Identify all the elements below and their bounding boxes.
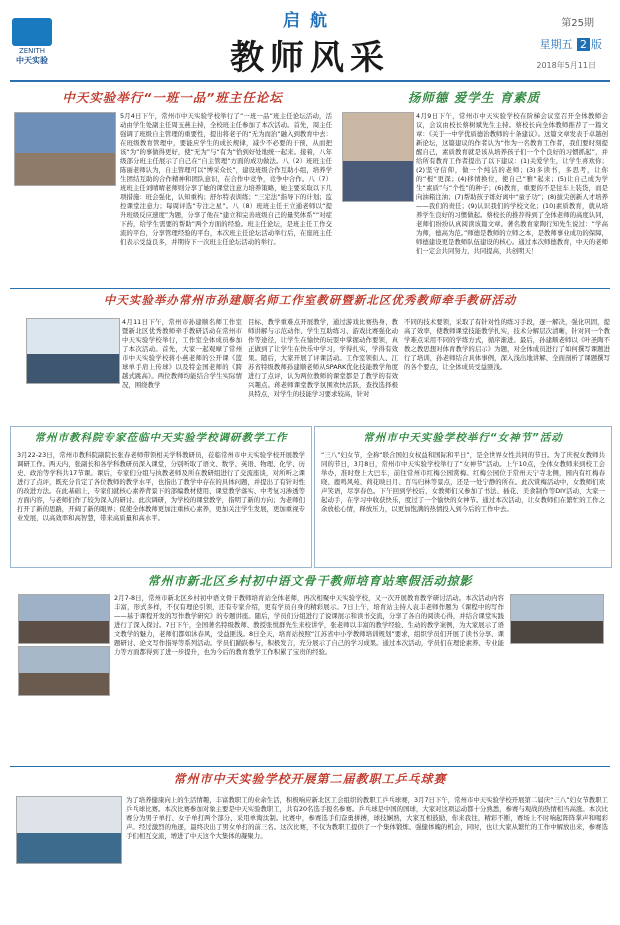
page-title: 教师风采 (230, 38, 390, 78)
logo-cn: 中天实验 (16, 56, 48, 65)
edition-number: 2 (577, 38, 590, 51)
article-body: 5月4日下午，常州市中天实验学校举行了“一班一品”班主任论坛活动，活动由学生处副主任周玉燕主持，全校班主任参加了本次活动。首先，周主任强调了班级自主管理的重要性，提出将老子的“无为而治”融入到教育中去：在班级教育管理中，要能应学生的成长规律，减少不必要的干预，从而把该“为”的事做得更好，使“无为”与“有为”恰到好处地统一起来。接着，八年级部分班主任展示了自己在“自主管理”方面的成功做法。八（2）班班主任陈丽老师认为，自主管理可以“博采众长”，建设班级合作互助小组，培养学生团结互助的合作精神和团队意识，在合作中竞争，竞争中合作。八（7）班班主任刘晴晴老师则分享了她的课堂注意力培养策略，她主要采取以下几项措施：班会强化，认知重构；舒尔特表训练；“三定法”指导下的计划；监控课堂注意力；每周评选“专注之星”。八（8）班班主任王立通老师以“提升班级反应速度”为题，分享了他在“建立和完善班级自己的量奖体系”“对症下药，给学生需要的帮助”两个方面的经验。班主任论坛，是班主任工作交流的平台，分享管理经验的平台，本次班主任论坛活动举行后，在座班主任们表示受益良多，并期待下一次班主任论坛活动的举行。 (120, 112, 332, 246)
article-table-tennis (10, 770, 610, 920)
forum-photo (14, 112, 116, 186)
article-body: 3月22-23日，常州市教科院副院长张春老师带领相关学科教研员，莅临常州市中天实验学校开展教学调研工作。两天内，张副长和各学科教研员深入课堂，分别听取了语文、数学、英语、物理、化学、历史、政治等学科共17节课。课后，专家们分组与执教老师及所在教研组进行了交流座谈，对所听之课进行了点评，既充分肯定了各位教师的教学水平，也指出了教学中存在的具体问题，并提出了有针对性的改进方法。在此基础上，专家们就核心素养背景下的部编教材使用、课堂教学落实、中考复习渗透等方面内容，与老师们作了较为深入的研讨。此次调研，为学校的课堂教学，指明了新的方向；为老师们打开了新的思路，开阔了新的眼界；促使全体教师更加注重核心素养，更加关注学生发展，更加重视专业发展，以高效率和高智慧，带来高质量和高水平。 (17, 451, 305, 522)
article-teacher-ethics (338, 88, 610, 286)
article-body: 为了培养健康向上的生活情趣，丰富教职工的业余生活，积极响应新北区工会组织的教职工乒乓球赛，3月7日下午，常州市中天实验学校开展第二届庆“三八”妇女节教职工乒乓球比赛。本次比赛参加对象主要是中天实验教职工，共有20名选手报名参赛。乒乓球是中国的国球，大家对这项运动都十分熟悉，参赛与观战的热情相当高涨。本次比赛分为男子单打、女子单打两个部分，采用单淘汰制。比赛中，参赛选手们奋勇拼搏，球技娴熟，大家互相鼓励，你来我往，精彩不断，赛场上不时响起阵阵掌声和喝彩声。经过激烈的角逐，最终决出了男女单打的前三名。这次比赛，不仅为教职工提供了一个集体锻炼、强健体魄的机会，同时，也让大家从繁忙的工作中解放出来，参赛选手们相互交流，增进了中天这个大集体的凝聚力。 (126, 796, 608, 840)
article-teaching-studio (10, 292, 610, 422)
article-body-continued (14, 188, 332, 284)
issue-number: 第25期 (561, 18, 594, 29)
article-headline: 中天实验举办常州市孙建顺名师工作室教研暨新北区优秀教师牵手教研活动 (103, 293, 517, 307)
logo-mark (12, 18, 52, 46)
tabletennis-photo (16, 796, 122, 864)
article-headline: 扬师德 爱学生 育素质 (407, 90, 541, 105)
studio-photo (26, 318, 120, 384)
article-body-middle: 目标、教学重难点开展教学，通过游戏比赛热身、教师讲解与示范动作、学生互助练习、游戏比赛强化动作等途径，让学生在愉快的玩耍中掌握动作要领，真正做到了让学生在快乐中学习，学得扎实，学得有效果。随后，大家开展了评课活动。工作室领衔人、江苏省特级教师孙建顺老师从SPARK优化技能教学角度进行了点评，认为两位教师的课堂都是了教学的有效兴趣点。蒋老师课堂教学氛围欢快活跃，查找选择极具特点，对学生的技能学习要求较高，针对 (248, 318, 398, 398)
rural-photo-2 (18, 646, 110, 696)
article-body: 2月7-8日，常州市新北区乡村初中语文骨干教师培育站全体老师，再次相聚中天实验学校，又一次开展教育教学研讨活动。本次活动内容丰富，形式多样，不仅有理论引领，还有专家介绍，更有学员自身的精彩展示。7日上午，培育站主持人袁丰老师作题为《课程中的写作——基于课程开发的写作教学研究》的专题讲座。随后，学员们分组进行了说课展示和读书交流，分享了各自的阅读心得，并结合课堂实践进行了深入探讨。7日下午，全国著名特级教师、教授张悦群先生来校讲学，张老师以丰富的教学经验、生动的教学案例，为大家展示了语文教学的魅力，老师们都如沐春风，受益匪浅。8日全天，培育站按照“江苏省中小学教师培训规划”要求，组织学员们开展了读书分享、课题研讨、论文写作指导等系列活动。学员们踊跃参与，积极发言，充分展示了自己的学习成果。通过本次活动，学员们在理论素养、专业能力等方面都得到了进一步提升，也为今后的教育教学工作积累了宝贵的经验。 (114, 594, 504, 656)
article-body-right: 不同的技术要领，采取了有针对性的练习手段，逐一解决，强化巩固，提高了效率，使教师课堂技能教学扎实，技术分解层次清晰，针对同一个教学难点采用不同的学练方式，循序渐进。最后，孙建顺老师以《叶圣陶不教之教思想对体育教学的启示》为题，对全体成员进行了如何撰写课题进行了培训，孙老师结合具体事例，深入浅出地讲解、全面剖析了课题撰写的各个要点，让全体成员受益匪浅。 (404, 318, 610, 371)
article-headline: 常州市中天实验学校开展第二届教职工乒乓球赛 (173, 772, 447, 786)
edition-suffix: 版 (591, 38, 602, 51)
article-headline: 常州市教科院专家莅临中天实验学校调研教学工作 (34, 432, 288, 444)
article-body: “三八”妇女节，全称“联合国妇女权益和国际和平日”，是全世界女性共同的节日。为了庆祝女教师共同的节日，3月8日，常州市中天实验学校举行了“女神节”活动。上午10点，全体女教师来到校工会举办，准时登上大巴车，前往常州市红梅公园赏梅。红梅公园位于常州天宁寺北侧，园内有红梅春晓、鹿鸣风苑、荷花映日月、百鸟归林等景点，还是一处宁静的所在。此次赏梅活动中，女教师们欢声笑语，尽享春色。下午回到学校后，女教师们又参加了书法、插花、美食制作等DIY活动，大家一起动手，在学习中收获快乐，度过了一个愉快的女神节。通过本次活动，让女教师们在繁忙的工作之余放松心情，释放压力，以更加饱满的热情投入到今后的工作中去。 (321, 451, 605, 513)
article-research-visit (10, 426, 312, 568)
rural-photo-1 (18, 594, 110, 644)
weekday: 星期五 (539, 38, 573, 51)
school-logo (12, 18, 52, 65)
masthead-rule (10, 80, 610, 82)
article-rural-teachers (10, 572, 610, 762)
article-headline: 常州市新北区乡村初中语文骨干教师培育站寒假活动掠影 (147, 574, 473, 588)
article-goddess-day (314, 426, 612, 568)
article-body-left: 4月11日下午，常州市孙建顺名师工作室暨新北区优秀教师牵手教研活动在常州市中天实验学校举行，工作室全体成员参加了本次活动。首先，大家一起观摩了常州市中天实验学校蒋小燕老师的公开课《篮球单手肩上传球》以及特金国老师的《跨越式跳高》。两位教师均能结合学生实际情况，围绕教学 (122, 318, 242, 389)
rural-photo-3 (510, 594, 604, 644)
issue-date: 2018年5月11日 (536, 61, 596, 70)
weekday-edition (540, 36, 603, 52)
column-title: 启航 (283, 11, 337, 31)
ethics-photo (342, 112, 414, 202)
logo-text: ZENITH (18, 47, 46, 55)
masthead (0, 0, 620, 82)
article-body-intro (120, 112, 332, 246)
article-headline: 常州市中天实验学校举行“女神节”活动 (363, 432, 563, 444)
section-rule (10, 288, 610, 289)
article-body: 4月9日下午，常州市中天实验学校在阶梯会议室召开全体教师会议，会议由校长蔡树斌先生主持。蔡校长向全体教师推荐了一篇文章：《关于一中学优质德治教师的十条建议》。这篇文章发表于卓越创新论坛，这篇建议的作者认为“作为一名教育工作者，我们要时刻提醒自己，素质教育就是该从培养孩子们一个个良好的习惯抓起”，并给所有教育工作者提出了以下建议：(1)关爱学生，让学生喜欢你；(2)坚守信仰，做一个纯洁的老师；(3)多读书，多思考，让你的“根”更深；(4)移情换位，使自己“雅”起来；(5)让自己成为学生“素质”与“个性”的种子；(6)教育，重要的不是往车上装货，而是向油箱注油；(7)帮助孩子练好离中“童子功”；(8)拔尖创新人才培养——我们的责任；(9)认识我们的学校文化；(10)素质教育，就从培养学生良好的习惯做起。蔡校长的推荐得到了全体老师的高度认同，老师们纷纷认真阅读该篇文章。著名教育家陶行知先生说过：“学高为师，德高为范。”师德是教师的立师之本，是教师事业成功的保障，师德建设更是教师队伍建设的核心。通过本次师德教育，中天的老师们一定会共同努力，共同提高，共创明天！ (416, 112, 608, 255)
article-headline: 中天实验举行“一班一品”班主任论坛 (62, 90, 283, 105)
article-class-forum (10, 88, 335, 286)
section-rule (10, 766, 610, 767)
